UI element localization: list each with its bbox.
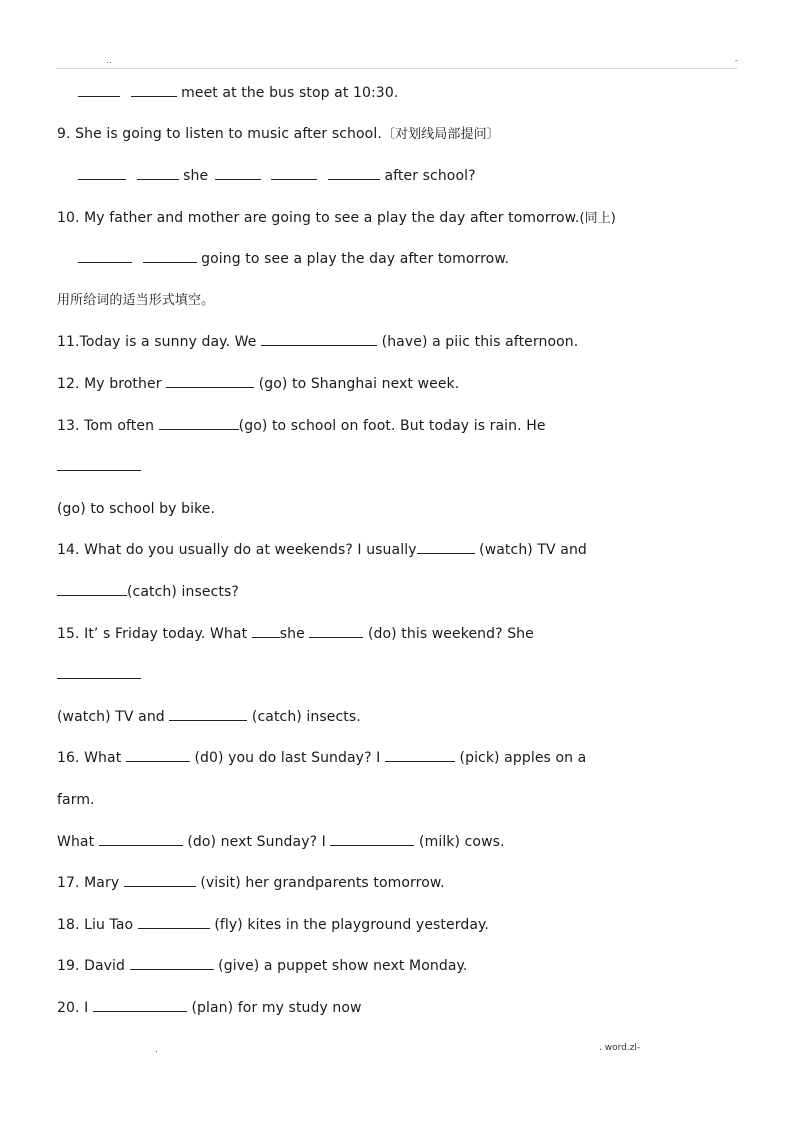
header-right-mark: -: [734, 56, 738, 66]
answer-text: meet at the bus stop at 10:30.: [181, 85, 399, 101]
question-text: (pick) apples on a: [459, 750, 587, 766]
question-text: (milk) cows.: [419, 834, 505, 850]
blank[interactable]: [57, 583, 127, 596]
question-text: 15. It’ s Friday today. What: [57, 626, 248, 642]
question-11: [57, 333, 578, 351]
question-note: 〔对划线局部提问〕: [381, 127, 500, 142]
blank[interactable]: [130, 957, 214, 970]
question-text: (plan) for my study now: [191, 1000, 362, 1016]
question-text: 17. Mary: [57, 875, 120, 891]
question-14-cont: [57, 583, 239, 601]
blank[interactable]: [78, 84, 120, 97]
blank[interactable]: [137, 167, 179, 180]
question-13: [57, 417, 546, 435]
answer-line-9: [78, 167, 476, 185]
question-text: What: [57, 834, 95, 850]
question-text: 11.Today is a sunny day. We: [57, 334, 257, 350]
question-text: (catch) insects?: [127, 584, 239, 600]
question-10: [57, 209, 616, 228]
question-9: [57, 125, 500, 144]
question-text: 20. I: [57, 1000, 89, 1016]
blank[interactable]: [99, 833, 183, 846]
blank[interactable]: [126, 749, 190, 762]
question-13-cont: [57, 500, 215, 518]
blank[interactable]: [93, 999, 187, 1012]
question-note: (同上): [579, 211, 616, 226]
answer-line-10: [78, 250, 509, 268]
question-text: 12. My brother: [57, 376, 162, 392]
question-16-cont: [57, 791, 95, 809]
blank[interactable]: [328, 167, 380, 180]
answer-line-8: [78, 84, 398, 102]
question-text: (watch) TV and: [57, 709, 165, 725]
question-15-cont: [57, 708, 361, 726]
question-text: (d0) you do last Sunday? I: [194, 750, 381, 766]
question-text: (do) this weekend? She: [367, 626, 534, 642]
question-text: (go) to school on foot. But today is rain. He: [238, 418, 546, 434]
question-12: [57, 375, 459, 393]
question-text: (give) a puppet show next Monday.: [218, 958, 468, 974]
question-text: she: [279, 626, 305, 642]
question-text: (go) to school by bike.: [57, 501, 216, 517]
page-header: [56, 56, 738, 69]
blank[interactable]: [138, 916, 210, 929]
blank[interactable]: [330, 833, 414, 846]
blank[interactable]: [385, 749, 455, 762]
footer-left-mark: .: [155, 1045, 158, 1055]
answer-text: going to see a play the day after tomorrow.: [201, 251, 510, 267]
blank[interactable]: [417, 541, 475, 554]
question-text: (go) to Shanghai next week.: [258, 376, 460, 392]
blank[interactable]: [78, 167, 126, 180]
question-text: 19. David: [57, 958, 126, 974]
blank[interactable]: [124, 874, 196, 887]
question-16: [57, 749, 586, 767]
header-left-mark: ..: [106, 56, 112, 66]
question-20: [57, 999, 362, 1017]
blank[interactable]: [57, 666, 141, 679]
question-17: [57, 874, 445, 892]
blank[interactable]: [159, 417, 239, 430]
blank[interactable]: [143, 250, 197, 263]
question-text: 10. My father and mother are going to see a play the day after tomorrow.: [57, 210, 580, 226]
blank[interactable]: [78, 250, 132, 263]
question-text: 18. Liu Tao: [57, 917, 134, 933]
blank[interactable]: [169, 708, 247, 721]
question-text: (do) next Sunday? I: [187, 834, 326, 850]
section-instruction: 用所给词的适当形式填空。: [57, 293, 215, 308]
answer-line-13: [57, 458, 141, 476]
question-text: 16. What: [57, 750, 122, 766]
blank[interactable]: [309, 625, 363, 638]
answer-line-15: [57, 666, 141, 684]
question-18: [57, 916, 489, 934]
question-19: [57, 957, 467, 975]
blank[interactable]: [271, 167, 317, 180]
footer-right-mark: . word.zl-: [599, 1043, 641, 1053]
blank[interactable]: [57, 458, 141, 471]
question-text: 14. What do you usually do at weekends? I usually: [57, 542, 417, 558]
question-text: (fly) kites in the playground yesterday.: [214, 917, 489, 933]
question-text: (have) a piic this afternoon.: [381, 334, 579, 350]
question-14: [57, 541, 587, 559]
blank[interactable]: [215, 167, 261, 180]
question-15: [57, 625, 534, 643]
blank[interactable]: [131, 84, 177, 97]
question-text: (catch) insects.: [251, 709, 361, 725]
question-text: (visit) her grandparents tomorrow.: [200, 875, 445, 891]
blank[interactable]: [252, 625, 280, 638]
question-text: 9. She is going to listen to music after school.: [57, 126, 382, 142]
blank[interactable]: [166, 375, 254, 388]
question-text: (watch) TV and: [479, 542, 587, 558]
answer-text: she: [183, 168, 209, 184]
blank[interactable]: [261, 333, 377, 346]
question-text: farm.: [57, 792, 95, 808]
question-text: 13. Tom often: [57, 418, 155, 434]
question-16-second: [57, 833, 505, 851]
answer-text: after school?: [384, 168, 476, 184]
